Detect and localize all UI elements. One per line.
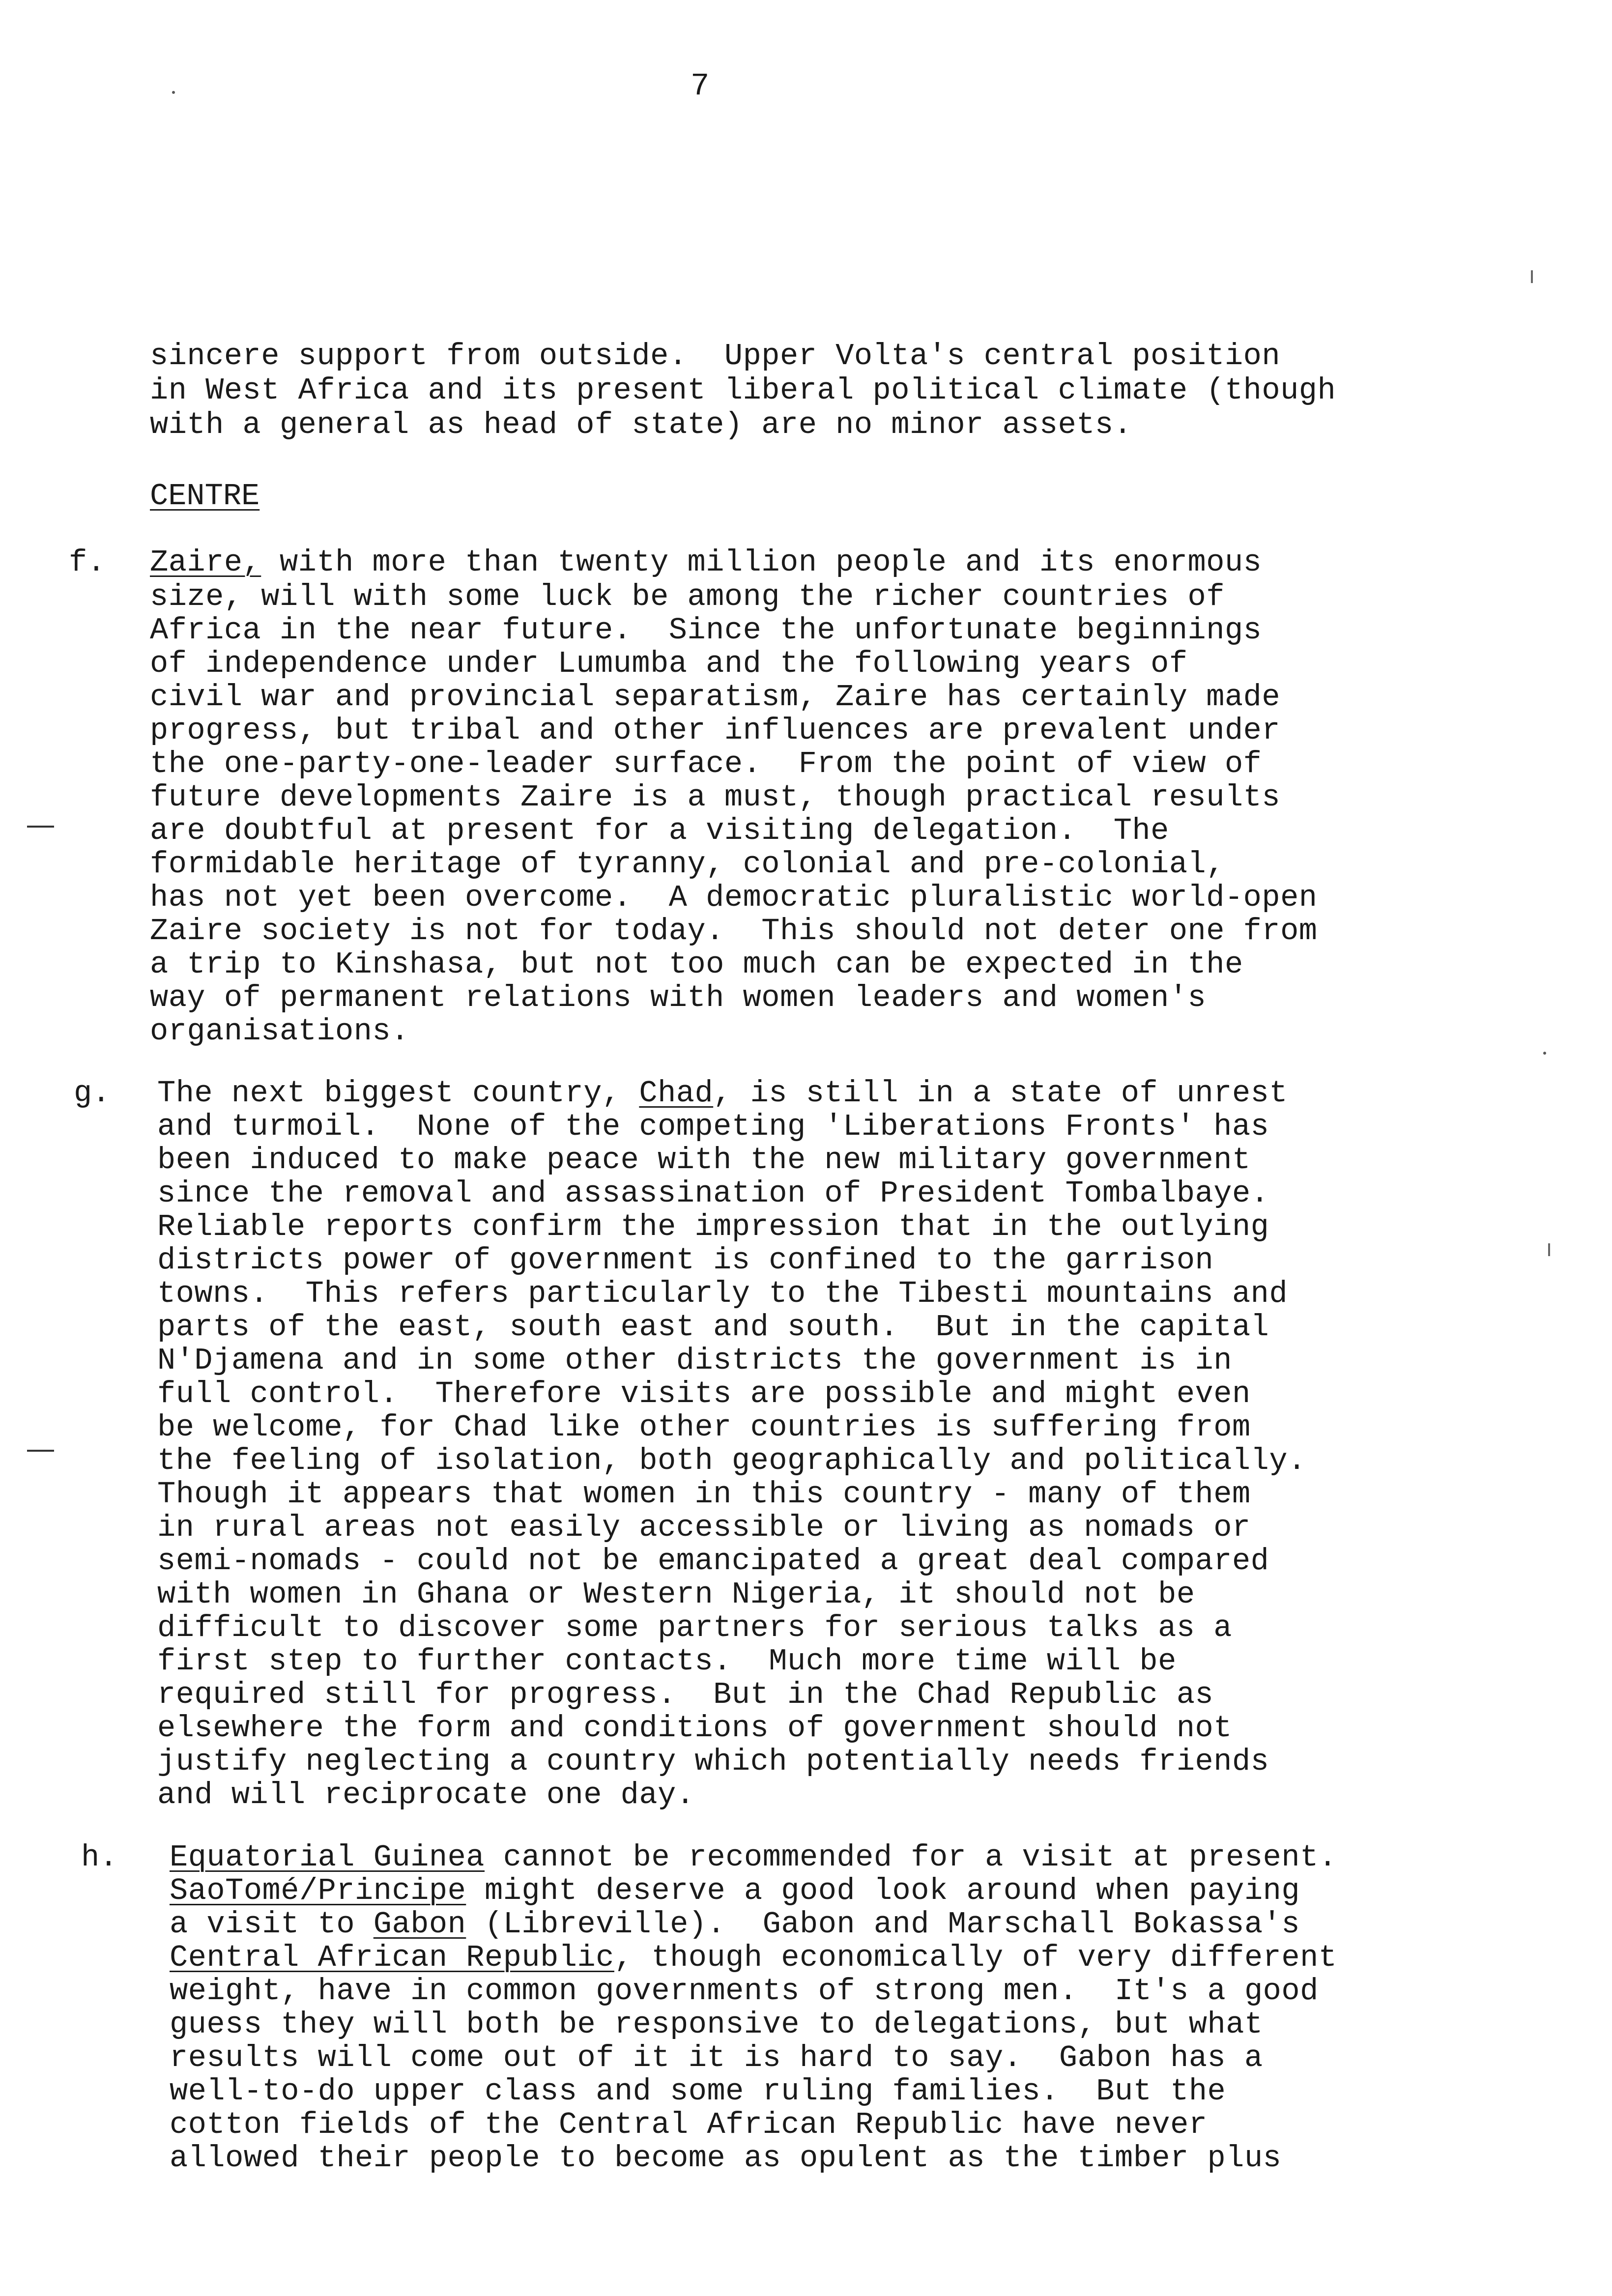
line-text: cannot be recommended for a visit at present.	[485, 1840, 1337, 1875]
text-line: size, will with some luck be among the richer countries of	[150, 579, 1225, 614]
text-line: parts of the east, south east and south. But in the capital	[157, 1310, 1269, 1345]
text-line: and will reciprocate one day.	[157, 1778, 695, 1812]
scan-speck	[172, 91, 175, 94]
text-line: are doubtful at present for a visiting delegation. The	[150, 813, 1169, 848]
scan-tick	[1531, 270, 1533, 283]
line-text: , is still in a state of unrest	[713, 1076, 1288, 1111]
text-line: weight, have in common governments of strong men. It's a good	[170, 1974, 1319, 2009]
text-line: in West Africa and its present liberal political climate (though	[150, 373, 1336, 408]
text-line: cotton fields of the Central African Republic have never	[170, 2107, 1208, 2142]
scan-tick	[1548, 1243, 1550, 1256]
text-line: well-to-do upper class and some ruling families. But the	[170, 2074, 1226, 2109]
text-line: way of permanent relations with women leaders and women's	[150, 980, 1207, 1015]
text-line: future developments Zaire is a must, though practical results	[150, 780, 1281, 815]
margin-dash	[27, 826, 54, 828]
text-line	[170, 1874, 1300, 1908]
line-text: might deserve a good look around when paying	[466, 1873, 1300, 1908]
country-name: Gabon	[373, 1907, 466, 1942]
text-line: since the removal and assassination of President Tombalbaye.	[157, 1176, 1269, 1211]
text-line: Though it appears that women in this country - many of them	[157, 1477, 1251, 1512]
line-text: (Libreville). Gabon and Marschall Bokassa's	[466, 1907, 1300, 1942]
section-heading: CENTRE	[150, 479, 260, 514]
text-line: Africa in the near future. Since the unfortunate beginnings	[150, 613, 1262, 648]
text-line: has not yet been overcome. A democratic pluralistic world-open	[150, 880, 1318, 915]
page-number: 7	[691, 69, 710, 104]
line-text: a visit to	[170, 1907, 374, 1942]
text-line: towns. This refers particularly to the Tibesti mountains and	[157, 1276, 1288, 1311]
text-line: Zaire society is not for today. This should not deter one from	[150, 914, 1318, 948]
text-line: the feeling of isolation, both geographically and politically.	[157, 1443, 1306, 1478]
text-line: in rural areas not easily accessible or living as nomads or	[157, 1510, 1251, 1545]
text-line	[170, 1840, 1337, 1875]
text-line: organisations.	[150, 1014, 409, 1049]
text-line: Reliable reports confirm the impression that in the outlying	[157, 1209, 1269, 1244]
country-name: Equatorial Guinea	[170, 1840, 485, 1875]
text-line: guess they will both be responsive to delegations, but what	[170, 2007, 1263, 2042]
text-line: sincere support from outside. Upper Volta's central position	[150, 339, 1281, 373]
text-line: elsewhere the form and conditions of government should not	[157, 1711, 1232, 1746]
item-label: g.	[74, 1076, 111, 1111]
text-line: difficult to discover some partners for serious talks as a	[157, 1610, 1232, 1645]
text-line: civil war and provincial separatism, Zaire has certainly made	[150, 680, 1281, 715]
text-line: justify neglecting a country which potentially needs friends	[157, 1744, 1269, 1779]
text-line: full control. Therefore visits are possible and might even	[157, 1377, 1251, 1411]
text-line: formidable heritage of tyranny, colonial and pre-colonial,	[150, 847, 1225, 882]
text-line	[170, 1907, 1300, 1942]
country-name: Chad	[639, 1076, 714, 1111]
text-line: and turmoil. None of the competing 'Liberations Fronts' has	[157, 1109, 1269, 1144]
text-line: been induced to make peace with the new military government	[157, 1143, 1251, 1177]
text-line: N'Djamena and in some other districts the government is in	[157, 1343, 1232, 1378]
text-line: of independence under Lumumba and the following years of	[150, 646, 1188, 681]
line-text: , though economically of very different	[614, 1940, 1337, 1975]
text-line: allowed their people to become as opulent as the timber plus	[170, 2141, 1282, 2176]
text-line	[170, 1941, 1337, 1975]
line-text: The next biggest country,	[157, 1076, 639, 1111]
text-line: required still for progress. But in the Chad Republic as	[157, 1677, 1214, 1712]
text-line: first step to further contacts. Much more time will be	[157, 1644, 1177, 1679]
country-name: Zaire,	[150, 545, 261, 580]
text-line: semi-nomads - could not be emancipated a great deal compared	[157, 1544, 1269, 1578]
line-text: with more than twenty million people and its enormous	[261, 545, 1262, 580]
margin-dash	[27, 1450, 54, 1452]
text-line	[150, 545, 1262, 580]
text-line	[157, 1076, 1288, 1111]
text-line: results will come out of it it is hard to say. Gabon has a	[170, 2040, 1263, 2075]
text-line: with women in Ghana or Western Nigeria, it should not be	[157, 1577, 1195, 1612]
text-line: a trip to Kinshasa, but not too much can be expected in the	[150, 947, 1243, 982]
text-line: the one-party-one-leader surface. From the point of view of	[150, 746, 1262, 781]
item-label: f.	[69, 545, 106, 580]
text-line: districts power of government is confined to the garrison	[157, 1243, 1214, 1278]
item-label: h.	[81, 1840, 118, 1875]
country-name: SaoTomé/Principe	[170, 1873, 466, 1908]
scan-speck	[1543, 1052, 1546, 1055]
text-line: progress, but tribal and other influences are prevalent under	[150, 713, 1281, 748]
country-name: Central African Republic	[170, 1940, 614, 1975]
text-line: be welcome, for Chad like other countries is suffering from	[157, 1410, 1251, 1445]
text-line: with a general as head of state) are no minor assets.	[150, 407, 1132, 442]
